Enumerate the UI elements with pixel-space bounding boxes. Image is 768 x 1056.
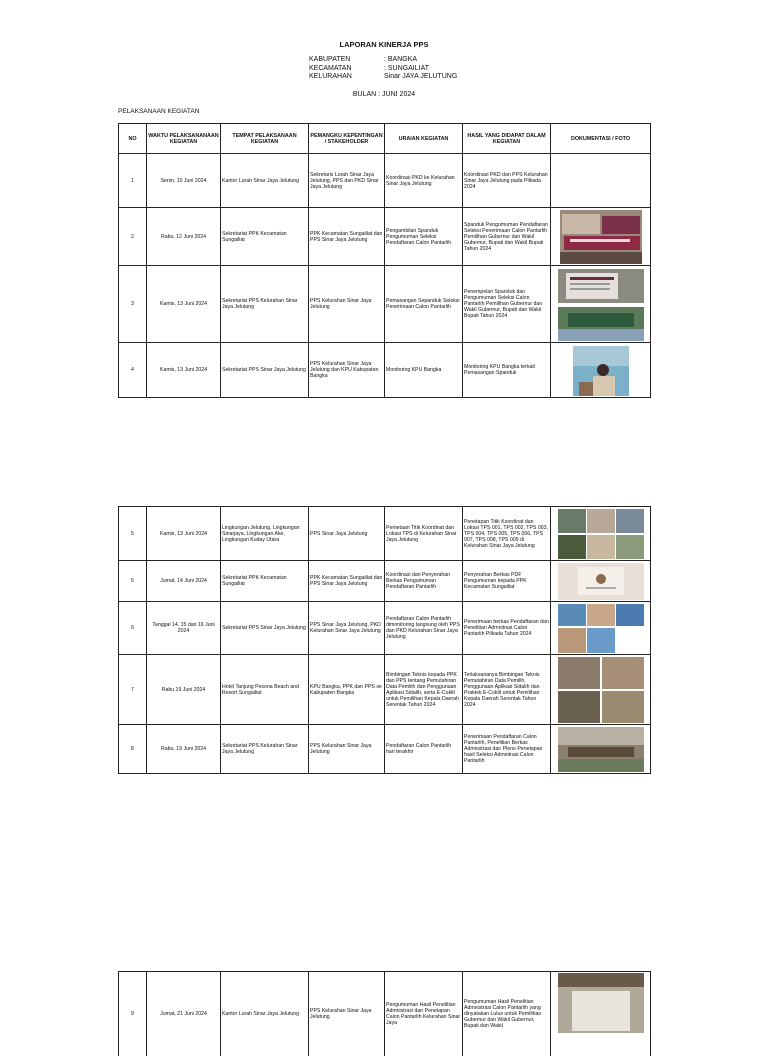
row-tempat: Kantor Lurah Sinar Jaya Jelutung [221, 972, 309, 1056]
row-pemangku: PPK Kecamatan Sungailiat dan PPS Sinar Jaya Jelutung [309, 208, 385, 266]
row-waktu: Jumat, 21 Juni 2024 [147, 972, 221, 1056]
row-uraian: Koordinasi PKD ke Kelurahan Sinar Jaya Jelutung [385, 154, 463, 208]
table-row [119, 507, 651, 561]
row-photo-cell [551, 972, 651, 1056]
row-waktu: Jumat, 14 Juni 2024 [147, 561, 221, 602]
col-hasil: HASIL YANG DIDAPAT DALAM KEGIATAN [463, 124, 551, 154]
col-no: NO [119, 124, 147, 154]
row-pemangku: PPS Sinar Jaya Jelutung [309, 507, 385, 561]
row-no: 7 [119, 655, 147, 725]
row-photo-cell [551, 561, 651, 602]
row-photo-cell [551, 343, 651, 398]
banner-installation-photo [558, 269, 644, 341]
row-photo-cell [551, 602, 651, 655]
announcement-photo [558, 973, 644, 1033]
row-photo-cell [551, 507, 651, 561]
row-waktu: Kamis, 13 Juni 2024 [147, 266, 221, 343]
row-tempat: Sekretariat PPS Kelurahan Sinar Jaya Jelutung [221, 266, 309, 343]
row-tempat: Sekretariat PPK Kecamatan Sungailiat [221, 208, 309, 266]
meta-kelurahan [309, 73, 457, 81]
table-row [119, 602, 651, 655]
row-tempat: Lingkungan Jelutung, Lingkungan Sinarjaya, Lingkungan Ake, Lingkungan Kuday Utara [221, 507, 309, 561]
row-hasil: Penetapan Titik Koordinat dan Lokasi TPS 001, TPS 002, TPS 003, TPS 004, TPS 005, TPS 006, TPS 007, TPS 008, TPS 009 di Kelurahan Sinar Jaya Jelutung [463, 507, 551, 561]
row-tempat: Sekretariat PPS Sinar Jaya Jelutung [221, 602, 309, 655]
row-pemangku: KPU Bangka, PPK dan PPS se Kabupaten Bangka [309, 655, 385, 725]
row-uraian: Pemasangan Sepanduk Seleksi Penerimaan Calon Pantarlih [385, 266, 463, 343]
table-row [119, 725, 651, 774]
row-pemangku: PPS Kelurahan Sinar Jaya Jelutung [309, 266, 385, 343]
meta-kabupaten [309, 56, 417, 64]
row-hasil: Penerimaan Pendaftaran Calon Pantarlih, Penelitian Berkas Admnistrasi dan Pleno Penetapan hasil Seleksi Admnitrasi Calon Pantarlih [463, 725, 551, 774]
row-uraian: Monitoring KPU Bangka [385, 343, 463, 398]
row-photo-cell [551, 725, 651, 774]
row-photo-cell [551, 154, 651, 208]
section-title: PELAKSANAAN KEGIATAN [118, 108, 200, 115]
row-hasil: Pengumuman Hasil Penelitian Admnistrasi Calon Pantarlih yang dinyatakan Lulus untuk Pemilihan Gubernur dan Wakil Gubernur, Bupati dan Wakil [463, 972, 551, 1056]
row-hasil: Terlaksananya Bimbingan Teknis Pemutahiran Data Pemilih, Penggunaan Aplikasi Sidalih dan Praktek E-Coklit untuk Pemilihan Kepala Daerah Serentak Tahun 2024 [463, 655, 551, 725]
monitoring-photo [573, 346, 629, 396]
table-row [119, 561, 651, 602]
col-pemangku: PEMANGKU KEPENTINGAN / STAKEHOLDER [309, 124, 385, 154]
row-photo-cell [551, 655, 651, 725]
row-uraian: Koordinasi dan Penyerahan Berkas Pengumuman Pendaftaran Pantarlih [385, 561, 463, 602]
row-pemangku: PPS Kelurahan Sinar Jaya Jelutung dan KPU Kabupaten Bangka [309, 343, 385, 398]
meta-kecamatan [309, 65, 429, 73]
table-row [119, 208, 651, 266]
activity-table-page-3 [118, 971, 651, 1056]
document-handover-photo [558, 563, 644, 600]
row-waktu: Kamis, 13 Juni 2024 [147, 507, 221, 561]
row-uraian: Pengambilan Spanduk Pengumuman Seleksi Pendaftaran Calon Pantarlih [385, 208, 463, 266]
row-no: 8 [119, 725, 147, 774]
row-waktu: Rabu 19 Juni 2024 [147, 655, 221, 725]
row-tempat: Hotel Tanjung Pesona Beach and Resort Sungailiat [221, 655, 309, 725]
row-no: 6 [119, 602, 147, 655]
row-hasil: Penempelan Spanduk dan Pengumuman Seleksi Calon Pantarlih Pemilihan Gubernur dan Wakil Gubernur, Bupati dan Wakil Bupati Tahun 2024 [463, 266, 551, 343]
row-tempat: Sekretariat PPK Kecamatan Sungailiat [221, 561, 309, 602]
row-tempat: Sekretariat PPS Kelurahan Sinar Jaya Jelutung [221, 725, 309, 774]
table-header-row [119, 124, 651, 154]
row-no: 1 [119, 154, 147, 208]
kelurahan-label: KELURAHAN [309, 73, 352, 80]
row-no: 5 [119, 561, 147, 602]
tps-location-photos [558, 509, 644, 559]
row-pemangku: Sekretaris Lurah Sinar Jaya Jelutung, PPS dan PKD Sinar Jaya Jelutung [309, 154, 385, 208]
row-no: 5 [119, 507, 147, 561]
row-hasil: Monitoring KPU Bangka terkait Pemasangan Spanduk [463, 343, 551, 398]
row-no: 4 [119, 343, 147, 398]
kelurahan-value: Sinar JAYA JELUTUNG [384, 73, 458, 80]
table-row [119, 343, 651, 398]
registration-photos [558, 604, 644, 653]
table-row [119, 266, 651, 343]
row-waktu: Kamis, 13 Juni 2024 [147, 343, 221, 398]
row-no: 2 [119, 208, 147, 266]
row-hasil: Spanduk Pengumuman Pendaftaran Seleksi Penerimaan Calon Pantarlih Pemilihan Gubernur dan Wakil Gubernur, Bupati dan Wakil Bupati Tahun 2024 [463, 208, 551, 266]
row-hasil: Penerimaan berkas Pendaftaran dan Penelitian Admnitrasi Calon Pantarlih Pilkada Tahun 2024 [463, 602, 551, 655]
row-uraian: Bimbingan Teknis kepada PPK dan PPS tentang Pemutahiran Data Pemilih dan Penggunaan Aplikasi Sidalih, serta E-Coklit untuk Pemilihan Kepala Daerah Serentak Tahun 2024 [385, 655, 463, 725]
row-hasil: Koordinasi PKD dan PPS Kelurahan Sinar Jaya Jelutung pada Pilkada 2024 [463, 154, 551, 208]
final-registration-photo [558, 727, 644, 772]
table-row [119, 972, 651, 1056]
table-row [119, 655, 651, 725]
row-uraian: Pendaftaran Calon Pantarlih hari terakhir [385, 725, 463, 774]
col-uraian: URAIAN KEGIATAN [385, 124, 463, 154]
row-pemangku: PPS Sinar Jaya Jelutung, PKD Kelurahan Sinar Jaya Jelutung [309, 602, 385, 655]
row-waktu: Senin, 10 Juni 2024 [147, 154, 221, 208]
row-uraian: Pemetaan Titik Koordinat dan Lokasi TPS di Kelurahan Sinar Jaya Jelutung [385, 507, 463, 561]
row-tempat: Sekretariat PPS Sinar Jaya Jelutung [221, 343, 309, 398]
row-waktu: Rabu, 19 Juni 2024 [147, 725, 221, 774]
row-uraian: Pengumuman Hasil Penelitian Admnistrasi dan Penetapan Calon Pantarlih Kelurahan Sinar Jaya [385, 972, 463, 1056]
table-row [119, 154, 651, 208]
row-photo-cell [551, 266, 651, 343]
report-month: BULAN : JUNI 2024 [352, 91, 416, 98]
activity-table-page-2 [118, 506, 651, 774]
report-title: LAPORAN KINERJA PPS [339, 40, 429, 49]
row-waktu: Tanggal 14, 15 dan 16 Juni 2024 [147, 602, 221, 655]
row-no: 3 [119, 266, 147, 343]
col-tempat: TEMPAT PELAKSANAAN KEGIATAN [221, 124, 309, 154]
kecamatan-value: : SUNGAILIAT [384, 64, 429, 72]
row-tempat: Kantor Lurah Sinar Jaya Jelutung [221, 154, 309, 208]
row-pemangku: PPK Kecamatan Sungailiat dan PPS Sinar Jaya Jelutung [309, 561, 385, 602]
col-waktu: WAKTU PELAKSANANAAN KEGIATAN [147, 124, 221, 154]
row-waktu: Rabu, 12 Juni 2024 [147, 208, 221, 266]
row-pemangku: PPS Kelurahan Sinar Jaya Jelutung [309, 725, 385, 774]
kabupaten-value: : BANGKA [384, 56, 418, 63]
banner-photo [560, 210, 642, 264]
row-photo-cell [551, 208, 651, 266]
row-pemangku: PPS Kelurahan Sinar Jaya Jelutung [309, 972, 385, 1056]
kabupaten-label: KABUPATEN [309, 56, 351, 63]
kecamatan-label: KECAMATAN [309, 64, 352, 72]
bimtek-photos [558, 657, 644, 723]
row-no: 9 [119, 972, 147, 1056]
activity-table-page-1 [118, 123, 651, 398]
row-hasil: Penyerahan Berkas PDF Pengumuman kepada PPK Kecamatan Sungailiat [463, 561, 551, 602]
row-uraian: Pendaftaran Calon Pantarlih dimonitoring langsung oleh PPS dan PKD Kelurahan Sinar Jaya Jelutung [385, 602, 463, 655]
col-dokumentasi: DOKUMENTASI / FOTO [551, 124, 651, 154]
